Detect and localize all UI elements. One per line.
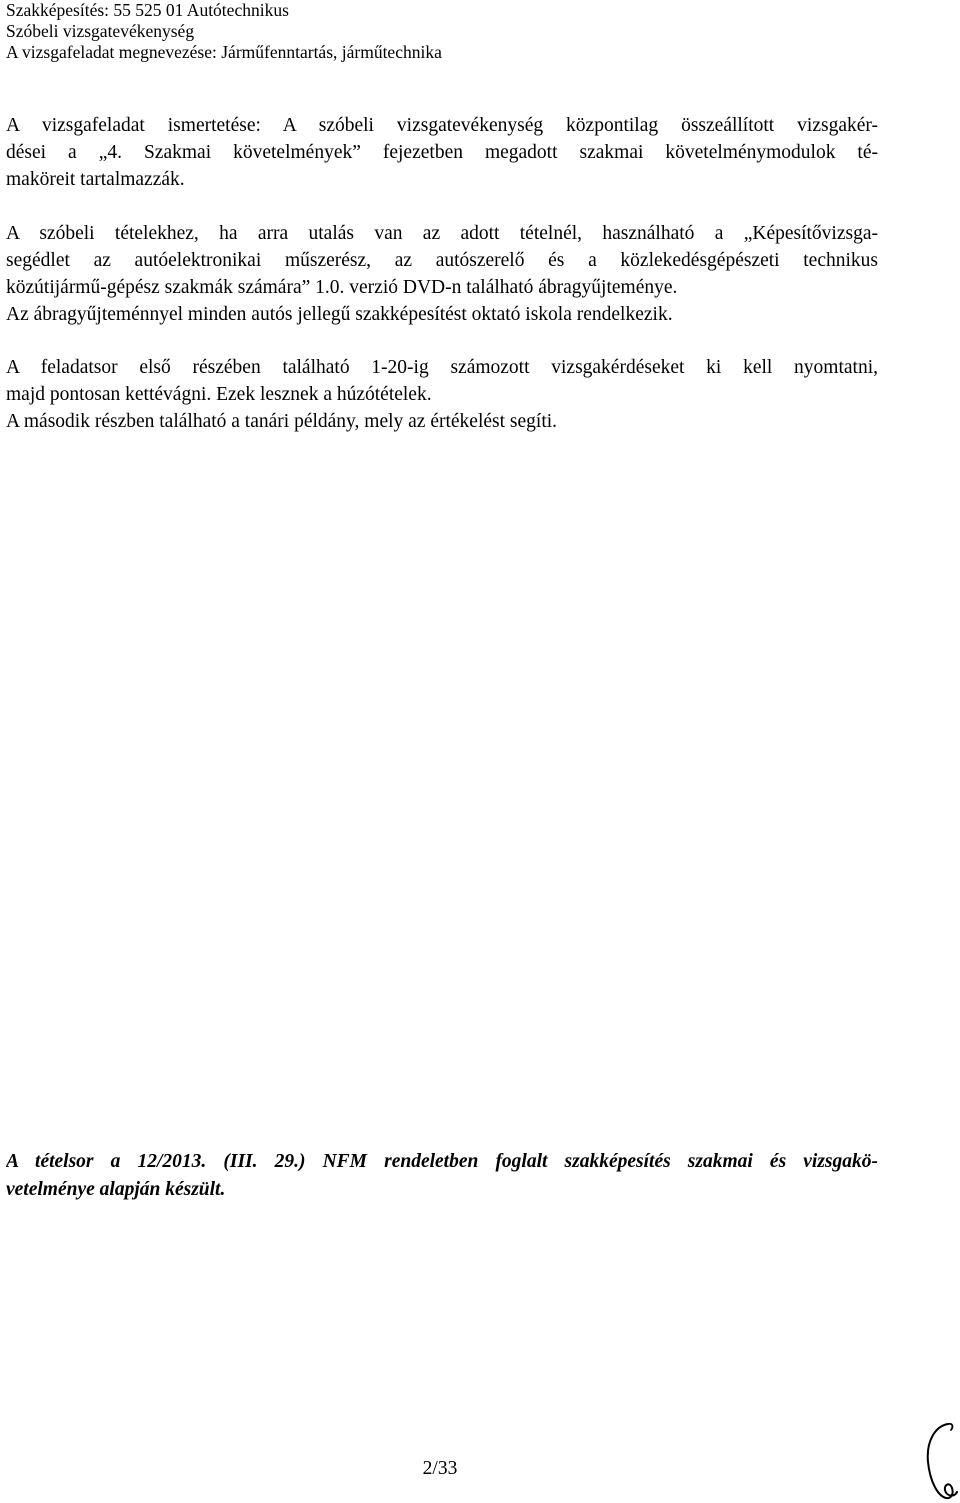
paragraph-task-description (6, 112, 878, 193)
text-line: maköreit tartalmazzák. (6, 169, 185, 190)
text-line: dései a „4. Szakmai követelmények” fejezetben megadott szakmai követelménymodulok té- (6, 142, 878, 163)
text-line: majd pontosan kettévágni. Ezek lesznek a húzótételek. (6, 384, 432, 405)
text-line: A tételsor a 12/2013. (III. 29.) NFM rendeletben foglalt szakképesítés szakmai és vizsgakö- (6, 1151, 878, 1172)
page-header (6, 0, 946, 63)
text-line: segédlet az autóelektronikai műszerész, az autószerelő és a közlekedésgépészeti technikus (6, 250, 878, 271)
paragraph-reference-material (6, 220, 878, 328)
text-line: A feladatsor első részében található 1-20-ig számozott vizsgakérdéseket ki kell nyomtatni, (6, 357, 878, 378)
signature-mark (918, 1418, 958, 1502)
header-task-name: A vizsgafeladat megnevezése: Járműfenntartás, járműtechnika (6, 42, 442, 62)
page-number: 2/33 (422, 1458, 458, 1479)
text-line: A szóbeli tételekhez, ha arra utalás van az adott tételnél, használható a „Képesítővizsga- (6, 223, 878, 244)
header-qualification: Szakképesítés: 55 525 01 Autótechnikus (6, 0, 289, 20)
header-exam-type: Szóbeli vizsgatevékenység (6, 21, 195, 41)
text-line: A vizsgafeladat ismertetése: A szóbeli vizsgatevékenység központilag összeállított vizsgakér- (6, 115, 878, 136)
footnote-legal-basis (6, 1148, 878, 1204)
text-line: Az ábragyűjteménnyel minden autós jellegű szakképesítést oktató iskola rendelkezik. (6, 304, 673, 325)
text-line: vetelménye alapján készült. (6, 1179, 226, 1200)
paragraph-instructions (6, 354, 878, 435)
text-line: közútijármű-gépész szakmák számára” 1.0. verzió DVD-n található ábragyűjteménye. (6, 277, 678, 298)
text-line: A második részben található a tanári példány, mely az értékelést segíti. (6, 411, 558, 432)
